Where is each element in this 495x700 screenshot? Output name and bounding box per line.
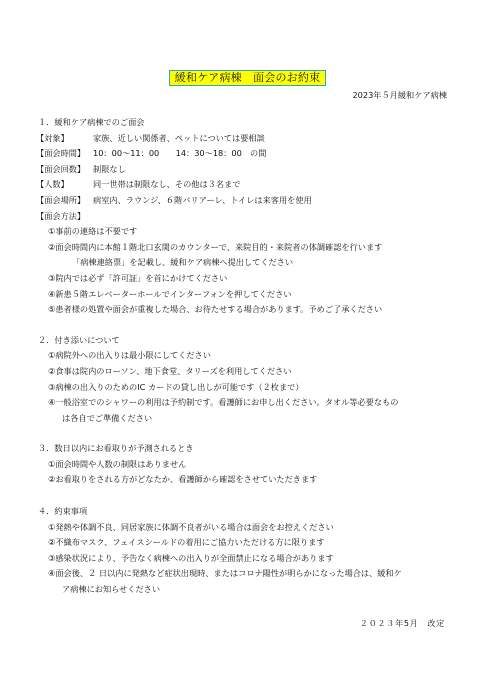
- section-heading: ３．数日以内にお看取りが予測されるとき: [38, 443, 194, 454]
- row-value: 同一世帯は制限なし、その他は３名まで: [93, 179, 241, 190]
- list-item: ③院内では必ず「許可証」を首にかけてください: [48, 272, 228, 283]
- section-heading: ４．約束事項: [38, 506, 88, 517]
- list-item: ④面会後、２ 日以内に発熱など症状出現時、またはコロナ陽性が明らかになった場合は、緩和ケ: [48, 568, 402, 579]
- section-spacer: [36, 488, 456, 504]
- title-container: [0, 66, 495, 86]
- section-end-of-life: [36, 441, 456, 488]
- row-label: 【対象】: [36, 132, 69, 143]
- list-item: ②面会時間内に本館１階北口玄関のカウンターで、来院目的・来院者の体調確認を行います: [48, 241, 383, 252]
- info-row-people: [36, 177, 456, 193]
- list-item: ①事前の連絡は不要です: [48, 226, 138, 237]
- row-label: 【面会時間】: [36, 148, 86, 159]
- row-value: 病室内、ラウンジ、６階バリアーレ、トイレは来客用を使用: [93, 194, 312, 205]
- list-item: ①病院外への出入りは最小限にしてください: [48, 350, 211, 361]
- section-visiting: [36, 115, 456, 318]
- list-item: ③病棟の出入りのためのIC カードの貸し出しが可能です（２枚まで）: [48, 381, 304, 392]
- section-rules: [36, 504, 456, 598]
- row-value: 制限なし: [93, 163, 126, 174]
- list-item: ②お看取りをされる方がどなたか、看護師から確認をさせていただきます: [48, 474, 318, 485]
- list-item: ④一般浴室でのシャワーの利用は予約制です。看護師にお申し出ください。タオル等必要なもの: [48, 397, 399, 408]
- list-item: ③感染状況により、予告なく病棟への出入りが全面禁止になる場合があります: [48, 552, 334, 563]
- list-item-continuation: 「病棟連絡票」を記載し、緩和ケア病棟へ提出してください: [72, 257, 294, 268]
- list-item: ①発熱や体調不良、同居家族に体調不良者がいる場合は面会をお控えください: [48, 521, 334, 532]
- list-item: ⑤患者様の処置や面会が重複した場合、お待たせする場合があります。予めご了承ください: [48, 304, 383, 315]
- list-item: ④新患５階エレベーターホールでインターフォンを押してください: [48, 288, 292, 299]
- row-label: 【面会回数】: [36, 163, 86, 174]
- list-item-continuation: ア病棟にお知らせください: [62, 584, 161, 595]
- document-body: [36, 115, 456, 598]
- method-label: 【面会方法】: [36, 210, 86, 221]
- row-label: 【人数】: [36, 179, 69, 190]
- document-title: 緩和ケア病棟 面会のお約束: [169, 70, 327, 86]
- info-row-frequency: [36, 162, 456, 178]
- list-item: ①面会時間や人数の制限はありません: [48, 458, 187, 469]
- row-value: 家族、近しい関係者、ペットについては要相談: [93, 132, 265, 143]
- list-item: ②不織布マスク、フェイスシールドの着用にご協力いただける方に限ります: [48, 537, 325, 548]
- info-row-hours: [36, 146, 456, 162]
- info-row-target: [36, 131, 456, 147]
- row-value: 10：00〜11：00 14：30〜18：00 の間: [93, 148, 267, 159]
- row-label: 【面会場所】: [36, 194, 86, 205]
- section-spacer: [36, 426, 456, 441]
- revision-note: ２０２３年5月 改定: [359, 619, 445, 628]
- issue-dateline: 2023年５月緩和ケア病棟: [352, 90, 447, 100]
- section-heading: ２．付き添いについて: [38, 334, 120, 345]
- info-row-place: [36, 193, 456, 209]
- section-spacer: [36, 318, 456, 333]
- list-item-continuation: は各自でご準備ください: [62, 412, 153, 423]
- section-attendance: [36, 333, 456, 427]
- list-item: ②食事は院内のローソン、地下食堂、タリーズを利用してください: [48, 365, 292, 376]
- section-heading: １．緩和ケア病棟でのご面会: [38, 117, 145, 127]
